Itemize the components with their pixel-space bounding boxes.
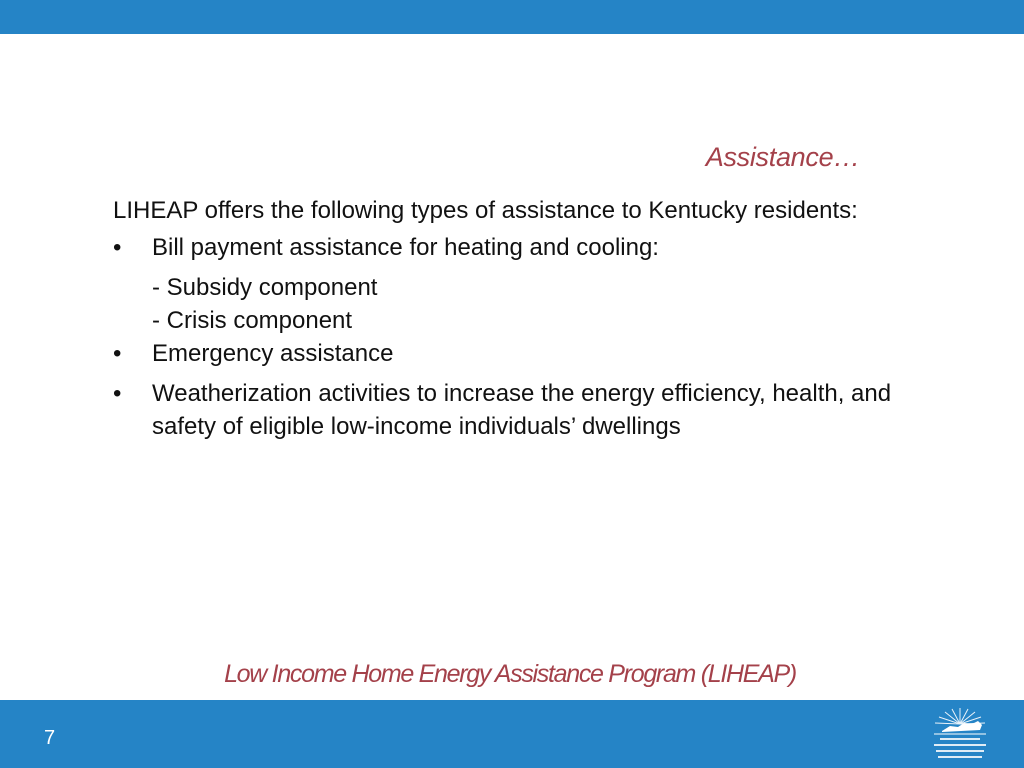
bullet-marker: •: [113, 234, 122, 261]
bottom-bar: [0, 700, 1024, 768]
bullet-item-bill-payment: [113, 231, 893, 264]
page-number: 7: [44, 727, 56, 749]
intro-text: LIHEAP offers the following types of assistance to Kentucky residents:: [113, 197, 858, 224]
bullet-item-emergency: [113, 337, 893, 370]
bullet-text: Weatherization activities to increase the energy efficiency, health, and safety of eligible low-income individuals’ dwellings: [152, 380, 892, 440]
footer-program-name: [0, 660, 1024, 689]
kentucky-state-logo-icon: [928, 704, 992, 762]
bullet-item-weatherization: [113, 377, 893, 443]
bullet-marker: •: [113, 340, 122, 367]
sub-item-subsidy: - Subsidy component: [152, 274, 378, 301]
slide-title: Assistance…: [705, 142, 860, 172]
bullet-text: Bill payment assistance for heating and cooling:: [152, 234, 659, 261]
bullet-marker: •: [113, 380, 122, 407]
footer-program-name-text: Low Income Home Energy Assistance Program (LIHEAP): [224, 660, 796, 688]
slide-body: [113, 194, 893, 450]
sub-item-crisis: - Crisis component: [152, 307, 353, 334]
bullet-text: Emergency assistance: [152, 340, 394, 367]
top-bar: [0, 0, 1024, 34]
